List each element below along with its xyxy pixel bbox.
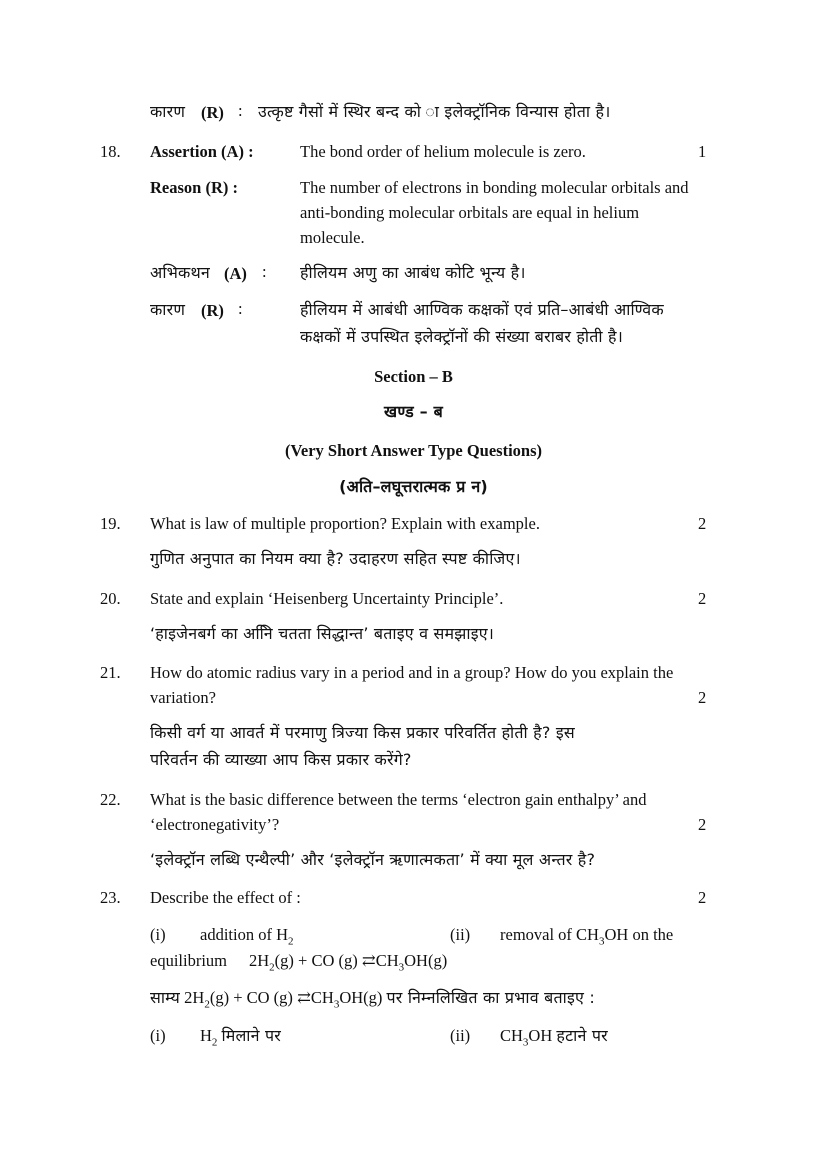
q18-hindi-colon-1: : bbox=[262, 262, 267, 281]
q21-text-line-2: variation? bbox=[150, 688, 216, 707]
q18-hindi-assertion-text: हीलियम अणु का आबंध कोटि भून्य है। bbox=[300, 263, 526, 282]
q23-option-2-number: (ii) bbox=[450, 925, 471, 944]
q23-equilibrium-equation: $2H_2(g)$ + CO (g) $⇄CH_3OH(g)$ bbox=[249, 951, 448, 974]
q18-reason-label: Reason (R) : bbox=[150, 178, 238, 197]
q19-text: What is law of multiple proportion? Explain with example. bbox=[150, 514, 540, 533]
q18-hindi-assertion-mark: (A) bbox=[224, 264, 247, 283]
q23-option-1-number: (i) bbox=[150, 925, 166, 944]
q18-hindi-colon-2: : bbox=[238, 299, 243, 318]
q23-hindi-equation-line: साम्य $2H_2(g)$ + CO (g) $⇄CH_3OH(g)$ पर निम्नलिखित का प्रभाव बताइए : bbox=[150, 988, 595, 1011]
q23-hindi-option-2: $CH_3OH$ हटाने पर bbox=[500, 1026, 608, 1049]
q22-marks: 2 bbox=[698, 815, 707, 834]
q20-hindi-text: ‘हाइजेनबर्ग का अनिि चतता सिद्धान्त’ बताइए व समझाइए। bbox=[150, 624, 495, 643]
q21-hindi-line-2: परिवर्तन की व्याख्या आप किस प्रकार करेंगे? bbox=[150, 750, 412, 769]
equilibrium-arrow-icon: ⇄ bbox=[297, 988, 311, 1007]
section-subtitle: (Very Short Answer Type Questions) bbox=[285, 441, 542, 460]
q18-assertion-label: Assertion (A) : bbox=[150, 142, 254, 161]
section-hindi-title: खण्ड – ब bbox=[384, 402, 443, 421]
q21-hindi-line-1: किसी वर्ग या आवर्त में परमाणु त्रिज्या किस प्रकार परिवर्तित होती है? इस bbox=[150, 723, 575, 742]
q23-option-1: addition of $H_2$ bbox=[200, 925, 294, 948]
q23-hindi-option-1: $H_2$ मिलाने पर bbox=[200, 1026, 282, 1049]
q23-number: 23. bbox=[100, 888, 121, 907]
q21-marks: 2 bbox=[698, 688, 707, 707]
q18-reason-line-1: The number of electrons in bonding molecular orbitals and bbox=[300, 178, 689, 197]
q18-number: 18. bbox=[100, 142, 121, 161]
q23-marks: 2 bbox=[698, 888, 707, 907]
q18-hindi-reason-line-2: कक्षकों में उपस्थित इलेक्ट्रॉनों की संख्या बराबर होती है। bbox=[300, 327, 623, 346]
q18-assertion-text: The bond order of helium molecule is zero. bbox=[300, 142, 586, 161]
q19-marks: 2 bbox=[698, 514, 707, 533]
q18-reason-line-2: anti-bonding molecular orbitals are equal in helium bbox=[300, 203, 640, 222]
equilibrium-arrow-icon: ⇄ bbox=[361, 951, 376, 970]
q19-number: 19. bbox=[100, 514, 121, 533]
q17-reason-hindi-text: उत्कृष्ट गैसों में स्थिर बन्द को ा इलेक्ट्रॉनिक विन्यास होता है। bbox=[258, 102, 611, 121]
q20-text: State and explain ‘Heisenberg Uncertainty Principle’. bbox=[150, 589, 504, 608]
q22-text-line-2: ‘electronegativity’? bbox=[150, 815, 280, 834]
q17-reason-hindi-label: कारण bbox=[150, 102, 186, 121]
q23-hindi-option-1-number: (i) bbox=[150, 1026, 166, 1045]
q19-hindi-text: गुणित अनुपात का नियम क्या है? उदाहरण सहित स्पष्ट कीजिए। bbox=[150, 549, 521, 568]
q23-hindi-option-2-number: (ii) bbox=[450, 1026, 471, 1045]
q22-number: 22. bbox=[100, 790, 121, 809]
q18-hindi-reason-label: कारण bbox=[150, 300, 186, 319]
q23-text: Describe the effect of : bbox=[150, 888, 301, 907]
q18-marks: 1 bbox=[698, 142, 707, 161]
q22-text-line-1: What is the basic difference between the terms ‘electron gain enthalpy’ and bbox=[150, 790, 647, 809]
q21-text-line-1: How do atomic radius vary in a period and in a group? How do you explain the bbox=[150, 663, 674, 682]
section-hindi-subtitle: (अति–लघूत्तरात्मक प्र न) bbox=[339, 477, 488, 496]
q20-marks: 2 bbox=[698, 589, 707, 608]
section-title: Section – B bbox=[374, 367, 453, 386]
q20-number: 20. bbox=[100, 589, 121, 608]
q23-equilibrium-label: equilibrium bbox=[150, 951, 227, 970]
q17-reason-colon: : bbox=[238, 101, 243, 120]
q23-option-2: removal of $CH_3OH$ on the bbox=[500, 925, 674, 948]
q22-hindi-text: ‘इलेक्ट्रॉन लब्धि एन्थैल्पी’ और ‘इलेक्ट्रॉन ऋणात्मकता’ में क्या मूल अन्तर है? bbox=[150, 850, 596, 869]
q18-hindi-reason-line-1: हीलियम में आबंधी आण्विक कक्षकों एवं प्रति–आबंधी आण्विक bbox=[300, 300, 664, 319]
q18-reason-line-3: molecule. bbox=[300, 228, 365, 247]
q18-hindi-assertion-label: अभिकथन bbox=[150, 263, 211, 282]
q17-reason-mark: (R) bbox=[201, 103, 224, 122]
q18-hindi-reason-mark: (R) bbox=[201, 301, 224, 320]
q21-number: 21. bbox=[100, 663, 121, 682]
